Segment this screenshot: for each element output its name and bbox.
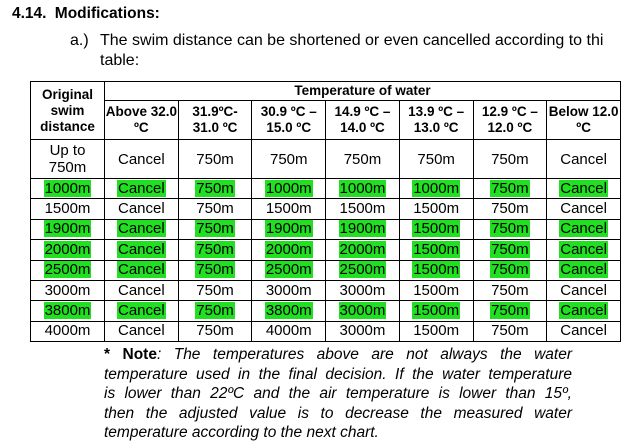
table-row: [31, 321, 621, 341]
section-title: Modifications:: [54, 5, 160, 22]
intro-line-2: table:: [100, 52, 140, 69]
cell-text: 1500m: [44, 200, 91, 218]
cell-value: [105, 199, 179, 219]
cell-text: 1000m: [265, 179, 312, 197]
cell-text: 750m: [269, 150, 308, 168]
cell-text: 750m: [491, 240, 529, 258]
cell-text: 750m: [196, 281, 234, 299]
cell-text: 1500m: [413, 200, 460, 218]
cell-value: [178, 140, 252, 179]
cell-value: [178, 199, 252, 219]
cell-value: [547, 240, 621, 260]
cell-text: 1000m: [339, 179, 386, 197]
cell-text: Cancel: [118, 179, 165, 197]
cell-value: [547, 260, 621, 280]
cell-text: Cancel: [560, 281, 607, 299]
cell-text: 750m: [196, 322, 234, 340]
intro-paragraph: [70, 31, 640, 71]
cell-value: [178, 301, 252, 321]
cell-distance: [31, 179, 105, 199]
cell-text: 3000m: [44, 281, 91, 299]
cell-text: 2000m: [265, 240, 312, 258]
table-row: [31, 240, 621, 260]
cell-value: [547, 140, 621, 179]
cell-value: [326, 301, 400, 321]
cell-text: 750m: [491, 261, 529, 279]
table-row: [31, 301, 621, 321]
header-range: 13.9 ºC – 13.0 ºC: [399, 101, 473, 140]
cell-value: [105, 240, 179, 260]
cell-value: [399, 199, 473, 219]
cell-text: Cancel: [118, 302, 165, 320]
cell-text: 1900m: [339, 220, 386, 238]
cell-value: [473, 179, 547, 199]
cell-distance: [31, 240, 105, 260]
cell-text: 3000m: [339, 322, 386, 340]
cell-distance: [31, 280, 105, 300]
cell-value: [326, 321, 400, 341]
cell-text: 4000m: [265, 322, 312, 340]
cell-value: [105, 260, 179, 280]
cell-value: [399, 260, 473, 280]
cell-text: Cancel: [560, 322, 607, 340]
cell-text: 750m: [491, 150, 529, 168]
cell-value: [178, 321, 252, 341]
cell-value: [399, 219, 473, 239]
cell-text: Cancel: [118, 200, 165, 218]
table-row: [31, 179, 621, 199]
table-row: [31, 219, 621, 239]
cell-value: [252, 321, 326, 341]
cell-distance: [31, 140, 105, 179]
cell-text: 750m: [491, 281, 529, 299]
note-line-1: : The temperatures above are not always the water: [156, 346, 572, 363]
cell-value: [252, 240, 326, 260]
section-number: 4.14.: [12, 5, 47, 22]
cell-text: 1000m: [44, 179, 91, 197]
cell-text: 1500m: [265, 200, 312, 218]
cell-value: [473, 240, 547, 260]
cell-value: [326, 219, 400, 239]
cell-text: 2500m: [44, 261, 91, 279]
cell-value: [105, 280, 179, 300]
cell-text: Cancel: [560, 302, 607, 320]
header-range: 14.9 ºC – 14.0 ºC: [326, 101, 400, 140]
cell-value: [399, 280, 473, 300]
cell-value: [105, 219, 179, 239]
note-lead: * Note: [104, 346, 157, 363]
note-paragraph: [104, 345, 572, 443]
cell-text: Cancel: [118, 220, 165, 238]
cell-value: [473, 199, 547, 219]
cell-distance: [31, 219, 105, 239]
cell-value: [473, 301, 547, 321]
cell-text: 4000m: [44, 322, 91, 340]
cell-text: 1500m: [413, 302, 460, 320]
list-marker: a.): [70, 32, 89, 49]
header-water-temperature: Temperature of water: [105, 82, 621, 101]
cell-value: [105, 321, 179, 341]
header-range: Below 12.0 ºC: [547, 101, 621, 140]
cell-value: [547, 199, 621, 219]
cell-text: 750m: [491, 322, 529, 340]
cell-text: 3000m: [265, 281, 312, 299]
cell-value: [178, 240, 252, 260]
cell-value: [547, 219, 621, 239]
cell-value: [252, 199, 326, 219]
cell-value: [326, 199, 400, 219]
cell-text: 750m: [417, 150, 455, 168]
header-range: 12.9 ºC – 12.0 ºC: [473, 101, 547, 140]
cell-text: 3800m: [44, 302, 91, 320]
cell-text: Cancel: [560, 240, 607, 258]
cell-distance: [31, 260, 105, 280]
cell-text: 750m: [196, 240, 234, 258]
cell-text: Cancel: [560, 261, 607, 279]
table-row: [31, 199, 621, 219]
cell-text: 2000m: [339, 240, 386, 258]
cell-text: 2500m: [339, 261, 386, 279]
cell-distance: [31, 321, 105, 341]
note-line-2: temperature used in the final decision. If the water temperature: [104, 365, 572, 383]
cell-text: 2000m: [44, 240, 91, 258]
cell-value: [252, 301, 326, 321]
cell-value: [252, 179, 326, 199]
cell-text: Cancel: [118, 240, 165, 258]
header-original-distance: Original swim distance: [31, 82, 105, 140]
cell-value: [473, 219, 547, 239]
cell-text: Cancel: [118, 281, 165, 299]
cell-value: [399, 140, 473, 179]
cell-text: Cancel: [560, 220, 607, 238]
cell-text: 750m: [196, 200, 234, 218]
cell-text: 1500m: [413, 261, 460, 279]
cell-text: 1500m: [413, 240, 460, 258]
cell-value: [178, 280, 252, 300]
cell-text: 750m: [196, 220, 234, 238]
cell-value: [252, 280, 326, 300]
cell-value: [547, 280, 621, 300]
cell-text: Up to 750m: [48, 142, 87, 176]
cell-value: [105, 140, 179, 179]
cell-text: Cancel: [560, 150, 607, 168]
cell-value: [473, 140, 547, 179]
cell-text: 750m: [196, 179, 234, 197]
cell-text: 1500m: [339, 200, 386, 218]
section-heading: [12, 5, 160, 23]
cell-text: 750m: [491, 302, 529, 320]
cell-value: [547, 321, 621, 341]
cell-text: 750m: [196, 302, 234, 320]
header-range: 31.9ºC- 31.0 ºC: [178, 101, 252, 140]
cell-value: [178, 219, 252, 239]
table-row: [31, 140, 621, 179]
intro-line-1: The swim distance can be shortened or even cancelled according to thi: [100, 32, 604, 49]
cell-text: Cancel: [118, 150, 165, 168]
cell-value: [178, 179, 252, 199]
cell-text: 1500m: [413, 281, 460, 299]
cell-value: [399, 321, 473, 341]
cell-value: [399, 179, 473, 199]
cell-text: 2500m: [265, 261, 312, 279]
cell-text: 3000m: [339, 302, 386, 320]
cell-text: 750m: [196, 261, 234, 279]
cell-value: [326, 260, 400, 280]
cell-value: [473, 260, 547, 280]
cell-value: [178, 260, 252, 280]
cell-value: [473, 280, 547, 300]
cell-value: [252, 140, 326, 179]
cell-value: [252, 260, 326, 280]
cell-text: 3800m: [265, 302, 312, 320]
cell-value: [399, 301, 473, 321]
cell-text: Cancel: [560, 200, 607, 218]
cell-text: 1500m: [413, 220, 460, 238]
cell-value: [399, 240, 473, 260]
table-row: [31, 280, 621, 300]
cell-text: 1900m: [44, 220, 91, 238]
cell-text: 1000m: [413, 179, 460, 197]
cell-value: [326, 280, 400, 300]
cell-value: [105, 179, 179, 199]
cell-text: Cancel: [560, 179, 607, 197]
modifications-table: [30, 81, 621, 342]
cell-value: [105, 301, 179, 321]
table-row: [31, 260, 621, 280]
note-line-3: is lower than 22ºC and the air temperature is lower than 15º,: [104, 385, 572, 402]
cell-text: 1500m: [413, 322, 460, 340]
cell-text: 750m: [196, 150, 234, 168]
cell-text: Cancel: [118, 322, 165, 340]
cell-distance: [31, 301, 105, 321]
cell-text: 1900m: [265, 220, 312, 238]
note-line-5: temperature according to the next chart.: [104, 424, 379, 441]
header-range: 30.9 ºC – 15.0 ºC: [252, 101, 326, 140]
cell-text: Cancel: [118, 261, 165, 279]
cell-text: 750m: [491, 200, 529, 218]
note-line-4: then the adjusted value is to decrease the measured water: [104, 404, 572, 422]
header-range: Above 32.0 ºC: [105, 101, 179, 140]
cell-value: [326, 179, 400, 199]
cell-distance: [31, 199, 105, 219]
cell-text: 750m: [491, 220, 529, 238]
cell-text: 750m: [343, 150, 382, 168]
cell-value: [326, 240, 400, 260]
cell-value: [473, 321, 547, 341]
cell-text: 3000m: [339, 281, 386, 299]
cell-value: [326, 140, 400, 179]
cell-value: [252, 219, 326, 239]
cell-value: [547, 301, 621, 321]
cell-text: 750m: [491, 179, 529, 197]
cell-value: [547, 179, 621, 199]
